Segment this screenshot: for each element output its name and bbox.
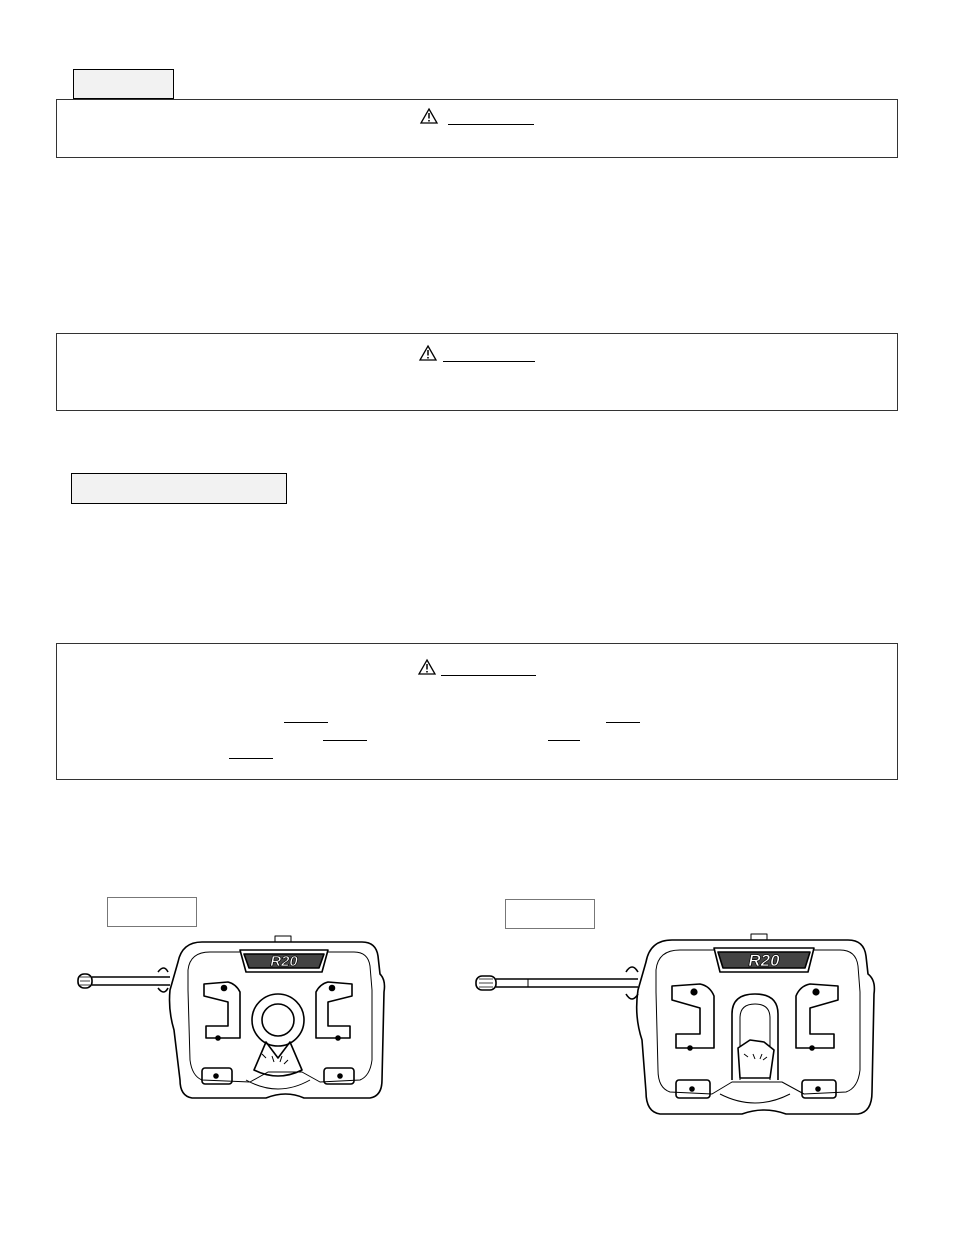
warning-heading-3 — [57, 659, 897, 678]
figure-label-1 — [107, 897, 197, 927]
warning-box-3 — [56, 643, 898, 780]
warning-heading-2 — [57, 345, 897, 364]
section-tab — [73, 69, 174, 99]
emphasis-underline — [606, 722, 640, 723]
warning-heading-word — [441, 661, 536, 676]
emphasis-underline — [548, 740, 580, 741]
emphasis-underline — [284, 722, 328, 723]
warning-heading-word — [448, 110, 534, 125]
hitch-illustration-closed — [468, 930, 878, 1120]
warning-triangle-icon — [420, 108, 438, 127]
emphasis-underline — [229, 758, 273, 759]
warning-box-2 — [56, 333, 898, 411]
warning-box-1 — [56, 99, 898, 158]
hitch-illustration-open — [70, 930, 390, 1105]
figure-label-2 — [505, 899, 595, 929]
warning-heading-1 — [57, 108, 897, 127]
badge-text: R20 — [270, 953, 298, 970]
badge-text: R20 — [748, 951, 780, 970]
section-tab-2 — [71, 473, 287, 504]
warning-heading-word — [443, 347, 535, 362]
emphasis-underline — [323, 740, 367, 741]
warning-triangle-icon — [418, 659, 436, 678]
warning-triangle-icon — [419, 345, 437, 364]
